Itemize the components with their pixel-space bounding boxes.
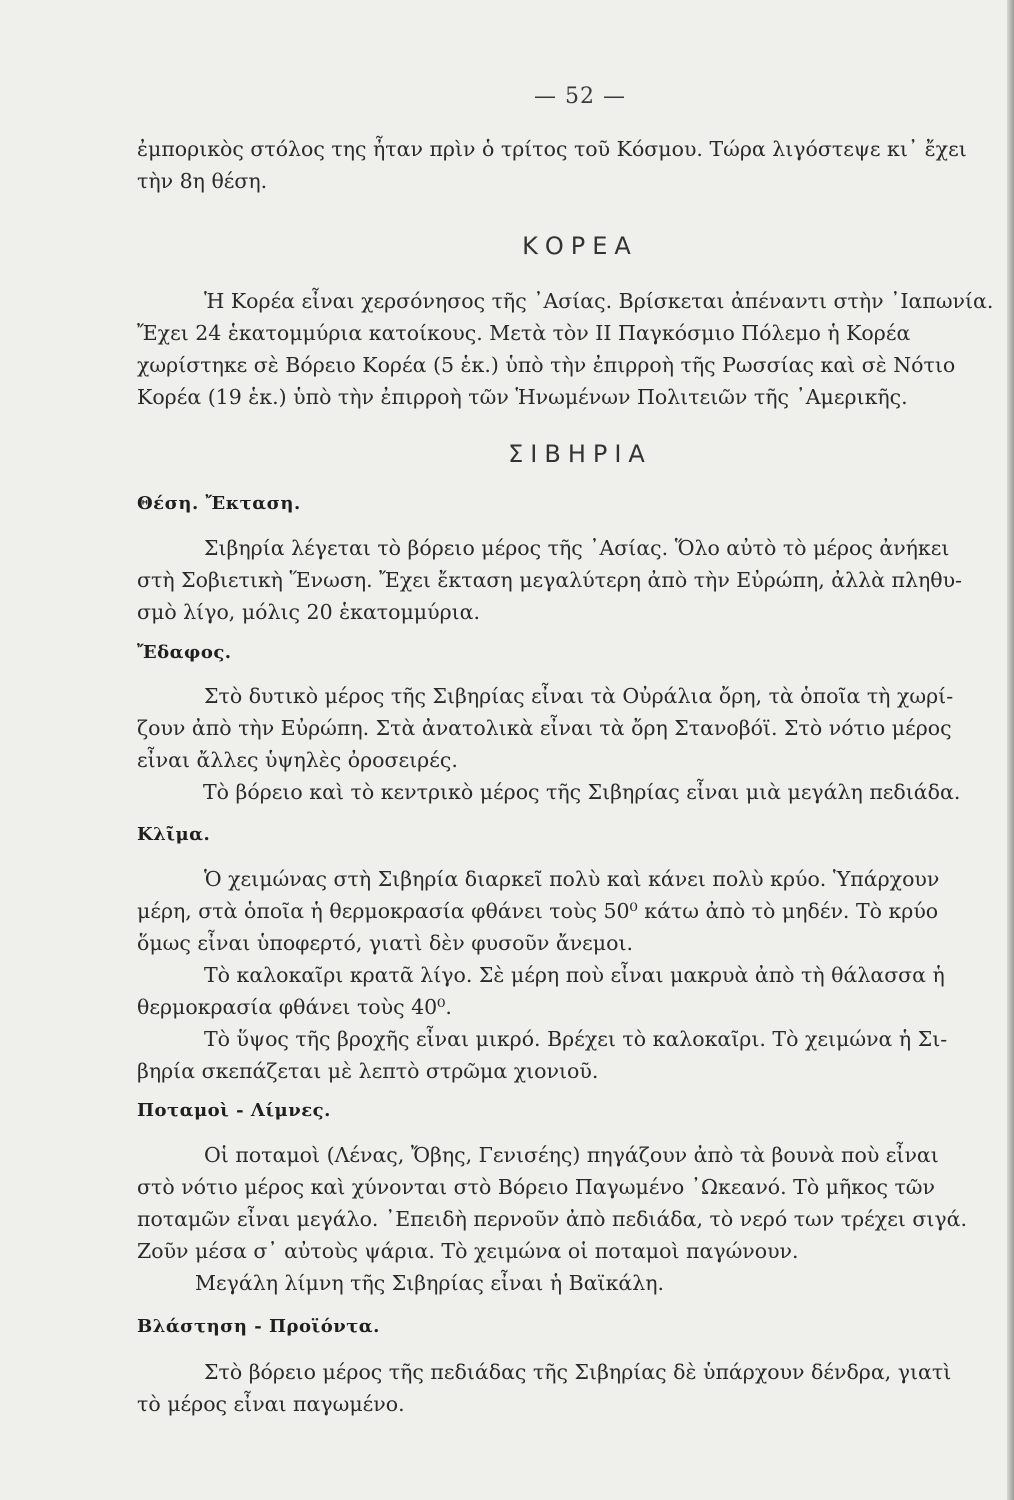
text-line: ζουν ἀπὸ τὴν Εὐρώπη. Στὰ ἀνατολικὰ εἶναι τὰ ὄρη Στανοβόϊ. Στὸ νότιο μέρος <box>137 716 952 740</box>
vegetation-paragraph <box>137 1356 997 1420</box>
text-line: Ἡ Κορέα εἶναι χερσόνησος τῆς ᾿Ασίας. Βρίσκεται ἀπέναντι στὴν ᾿Ιαπωνία. <box>204 289 994 313</box>
korea-paragraph <box>137 285 997 413</box>
text-line: τὸ μέρος εἶναι παγωμένο. <box>137 1392 405 1416</box>
text-line: Κορέα (19 ἑκ.) ὑπὸ τὴν ἐπιρροὴ τῶν Ἡνωμένων Πολιτειῶν τῆς ᾿Αμερικῆς. <box>137 385 908 409</box>
text-line: θερμοκρασία φθάνει τοὺς 40⁰. <box>137 995 452 1019</box>
text-line: Ὁ χειμώνας στὴ Σιβηρία διαρκεῖ πολὺ καὶ κάνει πολὺ κρύο. Ὑπάρχουν <box>204 867 940 891</box>
position-area-paragraph <box>137 532 997 628</box>
text-line: Τὸ ὕψος τῆς βροχῆς εἶναι μικρό. Βρέχει τὸ καλοκαῖρι. Τὸ χειμώνα ἡ Σι- <box>204 1027 948 1051</box>
text-line: βηρία σκεπάζεται μὲ λεπτὸ στρῶμα χιονιοῦ. <box>137 1059 599 1083</box>
text-line: χωρίστηκε σὲ Βόρειο Κορέα (5 ἑκ.) ὑπὸ τὴν ἐπιρροὴ τῆς Ρωσσίας καὶ σὲ Νότιο <box>137 353 956 377</box>
subheading-position-area: Θέση. Ἔκταση. <box>137 493 301 514</box>
text-line: εἶναι ἄλλες ὑψηλὲς ὀροσειρές. <box>137 748 458 772</box>
text-line: Σιβηρία λέγεται τὸ βόρειο μέρος τῆς ᾿Ασίας. Ὅλο αὐτὸ τὸ μέρος ἀνήκει <box>204 536 950 560</box>
subheading-vegetation-products: Βλάστηση - Προϊόντα. <box>137 1316 380 1337</box>
text-line: μέρη, στὰ ὁποῖα ἡ θερμοκρασία φθάνει τοὺς 50⁰ κάτω ἀπὸ τὸ μηδέν. Τὸ κρύο <box>137 899 939 923</box>
section-title-korea: ΚΟΡΕΑ <box>522 232 638 260</box>
terrain-paragraph <box>137 680 997 808</box>
text-line: ὅμως εἶναι ὑποφερτό, γιατὶ δὲν φυσοῦν ἄνεμοι. <box>137 931 634 955</box>
text-line: σμὸ λίγο, μόλις 20 ἑκατομμύρια. <box>137 600 481 624</box>
text-line: Στὸ βόρειο μέρος τῆς πεδιάδας τῆς Σιβηρίας δὲ ὑπάρχουν δένδρα, γιατὶ <box>204 1360 952 1384</box>
text-line: Μεγάλη λίμνη τῆς Σιβηρίας εἶναι ἡ Βαϊκάλη. <box>195 1271 665 1295</box>
intro-paragraph <box>137 133 997 197</box>
page-edge-shadow <box>1007 0 1014 1500</box>
text-line: Ἔχει 24 ἑκατομμύρια κατοίκους. Μετὰ τὸν ΙΙ Παγκόσμιο Πόλεμο ἡ Κορέα <box>137 321 911 345</box>
text-line: Στὸ δυτικὸ μέρος τῆς Σιβηρίας εἶναι τὰ Οὐράλια ὄρη, τὰ ὁποῖα τὴ χωρί- <box>204 684 954 708</box>
text-line: Τὸ καλοκαῖρι κρατᾶ λίγο. Σὲ μέρη ποὺ εἶναι μακρυὰ ἀπὸ τὴ θάλασσα ἡ <box>204 963 945 987</box>
text-line: Τὸ βόρειο καὶ τὸ κεντρικὸ μέρος τῆς Σιβηρίας εἶναι μιὰ μεγάλη πεδιάδα. <box>203 780 961 804</box>
subheading-climate: Κλῖμα. <box>137 824 211 845</box>
text-line: Οἱ ποταμοὶ (Λένας, Ὄβης, Γενισέης) πηγάζουν ἀπὸ τὰ βουνὰ ποὺ εἶναι <box>204 1143 939 1167</box>
text-line: ποταμῶν εἶναι μεγάλο. ᾿Επειδὴ περνοῦν ἀπὸ πεδιάδα, τὸ νερό των τρέχει σιγά. <box>137 1207 968 1231</box>
climate-paragraph <box>137 863 997 1087</box>
section-title-siberia: ΣΙΒΗΡΙΑ <box>508 440 652 468</box>
text-line: στὸ νότιο μέρος καὶ χύνονται στὸ Βόρειο Παγωμένο ᾿Ωκεανό. Τὸ μῆκος τῶν <box>137 1175 935 1199</box>
text-line: στὴ Σοβιετικὴ Ἕνωση. Ἔχει ἔκταση μεγαλύτερη ἀπὸ τὴν Εὐρώπη, ἀλλὰ πληθυ- <box>137 568 962 592</box>
text-line: ἐμπορικὸς στόλος της ἦταν πρὶν ὁ τρίτος τοῦ Κόσμου. Τώρα λιγόστεψε κι᾿ ἔχει <box>137 137 967 161</box>
subheading-terrain: Ἔδαφος. <box>137 642 232 663</box>
text-line: Ζοῦν μέσα σ᾿ αὐτοὺς ψάρια. Τὸ χειμώνα οἱ ποταμοὶ παγώνουν. <box>137 1239 799 1263</box>
subheading-rivers-lakes: Ποταμοὶ - Λίμνες. <box>137 1100 331 1121</box>
rivers-lakes-paragraph <box>137 1139 997 1299</box>
text-line: τὴν 8η θέση. <box>137 169 268 193</box>
page-number: — 52 — <box>534 84 626 109</box>
